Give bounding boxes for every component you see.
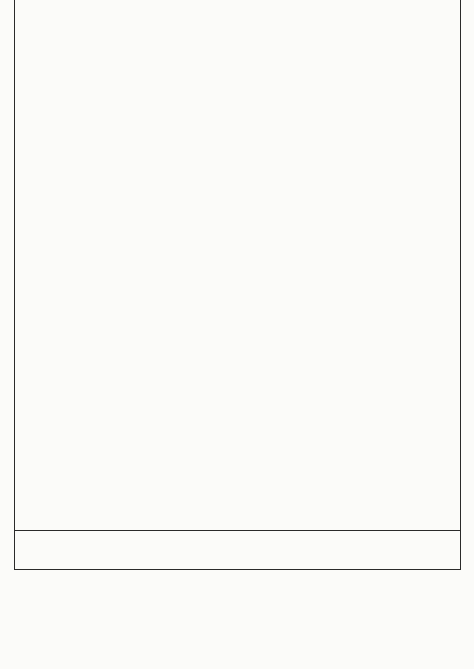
gdpr-box bbox=[14, 530, 461, 570]
duties-box bbox=[14, 0, 461, 531]
